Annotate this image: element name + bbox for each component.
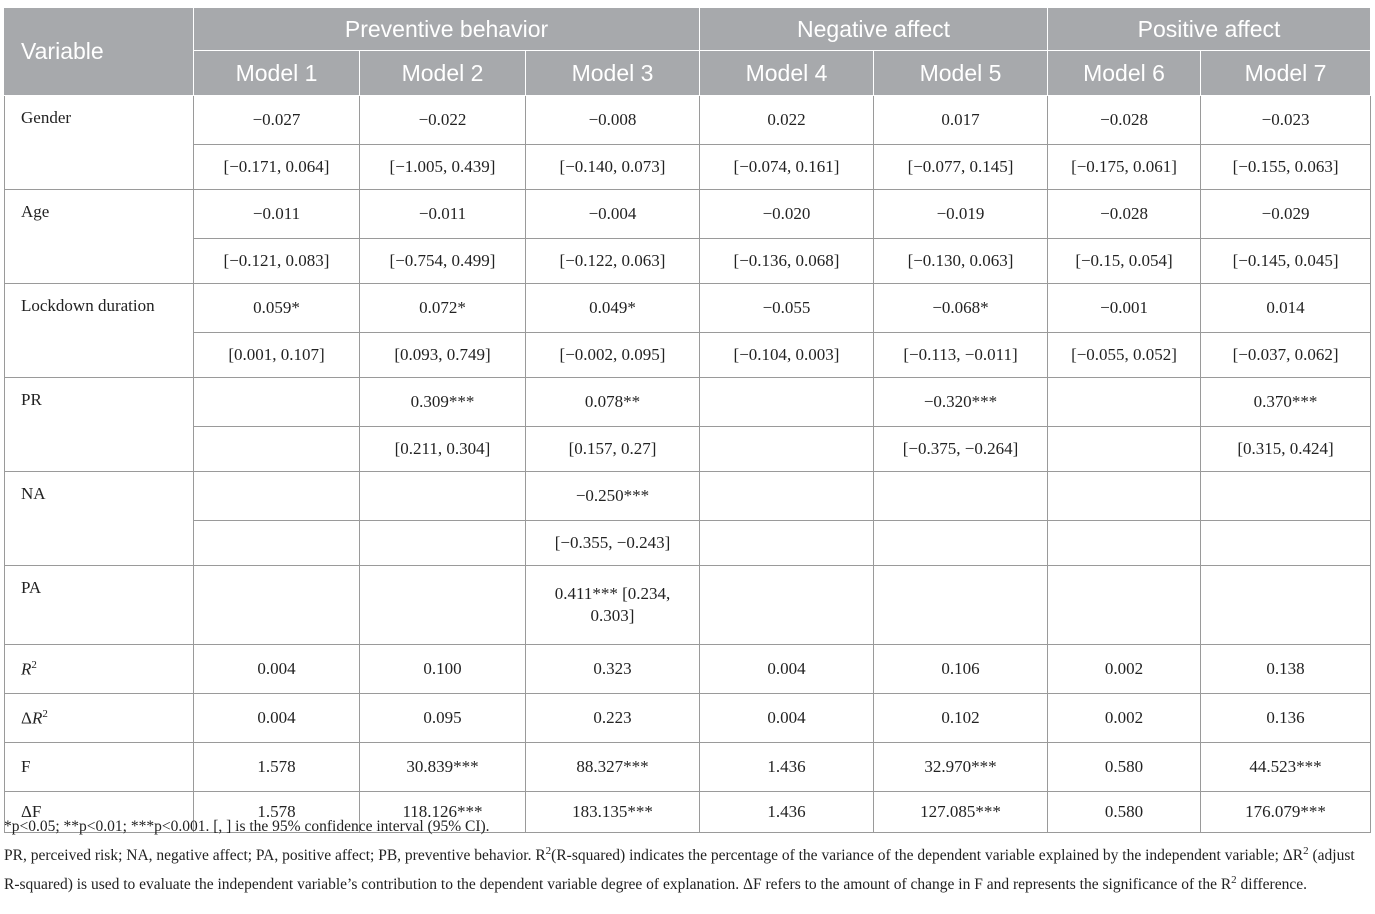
table-cell: [360, 521, 526, 566]
table-row-gender-ci: [5, 145, 1371, 190]
table-row-pr-estimate: [5, 378, 1371, 427]
table-cell: 0.004: [194, 694, 360, 743]
model-header: Model 3: [526, 51, 700, 96]
table-cell: 0.323: [526, 645, 700, 694]
table-cell: 0.223: [526, 694, 700, 743]
table-row-na-ci: [5, 521, 1371, 566]
row-label-f: F: [5, 743, 194, 792]
table-cell: [360, 566, 526, 645]
row-label-r2: $R^2$: [5, 645, 194, 694]
table-cell: [700, 521, 874, 566]
table-cell: 0.095: [360, 694, 526, 743]
table-cell: 0.049*: [526, 284, 700, 333]
table-cell: 0.309***: [360, 378, 526, 427]
table-cell: [−0.136, 0.068]: [700, 239, 874, 284]
model-header: Model 2: [360, 51, 526, 96]
table-cell: [194, 566, 360, 645]
table-cell: −0.022: [360, 96, 526, 145]
table-cell: [360, 472, 526, 521]
table-cell: [1048, 472, 1201, 521]
table-cell: −0.001: [1048, 284, 1201, 333]
table-cell: 0.004: [700, 645, 874, 694]
table-row-f: [5, 743, 1371, 792]
table-cell: [874, 521, 1048, 566]
model-header: Model 1: [194, 51, 360, 96]
row-label-pr: PR: [5, 378, 194, 472]
table-cell: −0.008: [526, 96, 700, 145]
header-row-models: [5, 51, 1371, 96]
table-row-pr-ci: [5, 427, 1371, 472]
table-cell: −0.011: [360, 190, 526, 239]
table-cell: [−0.122, 0.063]: [526, 239, 700, 284]
table-row-na-estimate: [5, 472, 1371, 521]
model-header: Model 6: [1048, 51, 1201, 96]
table-cell: 0.136: [1201, 694, 1371, 743]
table-cell: 0.106: [874, 645, 1048, 694]
table-cell: [−0.171, 0.064]: [194, 145, 360, 190]
table-cell: 0.138: [1201, 645, 1371, 694]
table-cell: [194, 427, 360, 472]
table-cell: [1048, 427, 1201, 472]
table-cell: 1.578: [194, 743, 360, 792]
table-cell: −0.028: [1048, 96, 1201, 145]
table-cell: −0.023: [1201, 96, 1371, 145]
row-label-lockdown: Lockdown duration: [5, 284, 194, 378]
model-header: Model 4: [700, 51, 874, 96]
table-cell: 0.100: [360, 645, 526, 694]
table-cell: 118.126***: [360, 792, 526, 833]
table-cell: [700, 566, 874, 645]
table-row-lockdown-estimate: [5, 284, 1371, 333]
table-cell: [−0.155, 0.063]: [1201, 145, 1371, 190]
table-cell: [194, 472, 360, 521]
table-cell: [−0.145, 0.045]: [1201, 239, 1371, 284]
regression-table-container: [4, 7, 1370, 833]
table-cell: 0.370***: [1201, 378, 1371, 427]
table-cell: 0.004: [194, 645, 360, 694]
table-cell: 88.327***: [526, 743, 700, 792]
table-cell: 0.072*: [360, 284, 526, 333]
table-cell: 0.014: [1201, 284, 1371, 333]
table-cell: 0.102: [874, 694, 1048, 743]
pa-estimate-ci: 0.411*** [0.234, 0.303]: [554, 584, 671, 625]
row-label-delta-f: ΔF: [5, 792, 194, 833]
table-cell: [−0.074, 0.161]: [700, 145, 874, 190]
table-cell: [0.157, 0.27]: [526, 427, 700, 472]
table-cell: [0.211, 0.304]: [360, 427, 526, 472]
variable-header: Variable: [5, 8, 194, 96]
table-cell: [526, 566, 700, 645]
table-row-delta-r2: [5, 694, 1371, 743]
table-cell: [−0.754, 0.499]: [360, 239, 526, 284]
table-cell: −0.055: [700, 284, 874, 333]
table-cell: −0.011: [194, 190, 360, 239]
table-cell: [0.093, 0.749]: [360, 333, 526, 378]
table-cell: [700, 427, 874, 472]
table-cell: 0.580: [1048, 743, 1201, 792]
table-cell: [700, 378, 874, 427]
header-row-groups: [5, 8, 1371, 51]
table-cell: [−0.375, −0.264]: [874, 427, 1048, 472]
table-row-age-estimate: [5, 190, 1371, 239]
row-label-gender: Gender: [5, 96, 194, 190]
table-cell: [−0.055, 0.052]: [1048, 333, 1201, 378]
table-cell: [−0.037, 0.062]: [1201, 333, 1371, 378]
table-cell: 32.970***: [874, 743, 1048, 792]
table-cell: [−0.130, 0.063]: [874, 239, 1048, 284]
table-cell: 176.079***: [1201, 792, 1371, 833]
table-row-pa: [5, 566, 1371, 645]
table-cell: −0.250***: [526, 472, 700, 521]
table-cell: 0.002: [1048, 694, 1201, 743]
table-cell: 0.580: [1048, 792, 1201, 833]
row-label-delta-r2: $\Delta R^2$: [5, 694, 194, 743]
table-cell: 44.523***: [1201, 743, 1371, 792]
model-header: Model 5: [874, 51, 1048, 96]
table-cell: [700, 472, 874, 521]
table-row-r2: [5, 645, 1371, 694]
table-cell: [−0.121, 0.083]: [194, 239, 360, 284]
table-row-age-ci: [5, 239, 1371, 284]
table-cell: 0.002: [1048, 645, 1201, 694]
table-cell: [1048, 566, 1201, 645]
row-label-pa: PA: [5, 566, 194, 645]
footnote-abbreviations: PR, perceived risk; NA, negative affect; PA, positive affect; PB, preventive behavior. $R^2(R-squared)$ indicates the percentage of the variance of the dependent variable explained by the independent variable; $\Delta R^2$ (adjust R-squared) is used to evaluate the independent variable’s contribution to the dependent variable degree of explanation. ΔF refers to the amount of change in F and represents the significance of the $R^2$ difference.: [4, 845, 1355, 894]
table-cell: [−0.140, 0.073]: [526, 145, 700, 190]
row-label-age: Age: [5, 190, 194, 284]
group-header-negative: Negative affect: [700, 8, 1048, 51]
table-row-lockdown-ci: [5, 333, 1371, 378]
table-cell: 1.436: [700, 743, 874, 792]
group-header-preventive: Preventive behavior: [194, 8, 700, 51]
table-cell: 1.578: [194, 792, 360, 833]
table-cell: −0.068*: [874, 284, 1048, 333]
table-cell: 1.436: [700, 792, 874, 833]
table-cell: −0.019: [874, 190, 1048, 239]
table-cell: 183.135***: [526, 792, 700, 833]
table-cell: [−0.355, −0.243]: [526, 521, 700, 566]
table-cell: [−0.002, 0.095]: [526, 333, 700, 378]
table-cell: −0.020: [700, 190, 874, 239]
table-cell: 0.004: [700, 694, 874, 743]
table-footnotes: [4, 815, 1370, 897]
table-row-gender-estimate: [5, 96, 1371, 145]
table-cell: [1201, 521, 1371, 566]
table-cell: 0.059*: [194, 284, 360, 333]
table-cell: −0.320***: [874, 378, 1048, 427]
table-cell: [1048, 378, 1201, 427]
table-cell: [−0.15, 0.054]: [1048, 239, 1201, 284]
table-cell: [−0.104, 0.003]: [700, 333, 874, 378]
table-cell: [−0.077, 0.145]: [874, 145, 1048, 190]
table-cell: [1201, 566, 1371, 645]
table-cell: [874, 566, 1048, 645]
table-cell: −0.029: [1201, 190, 1371, 239]
table-cell: 0.078**: [526, 378, 700, 427]
table-cell: [1201, 472, 1371, 521]
table-cell: [−1.005, 0.439]: [360, 145, 526, 190]
table-cell: [1048, 521, 1201, 566]
table-cell: 0.022: [700, 96, 874, 145]
table-cell: −0.004: [526, 190, 700, 239]
table-cell: [−0.113, −0.011]: [874, 333, 1048, 378]
group-header-positive: Positive affect: [1048, 8, 1371, 51]
table-cell: [874, 472, 1048, 521]
table-cell: 30.839***: [360, 743, 526, 792]
table-cell: 0.017: [874, 96, 1048, 145]
table-cell: [−0.175, 0.061]: [1048, 145, 1201, 190]
row-label-na: NA: [5, 472, 194, 566]
table-cell: 127.085***: [874, 792, 1048, 833]
table-cell: [194, 521, 360, 566]
model-header: Model 7: [1201, 51, 1371, 96]
regression-table: [4, 7, 1371, 833]
table-cell: −0.028: [1048, 190, 1201, 239]
table-cell: [0.001, 0.107]: [194, 333, 360, 378]
table-cell: [194, 378, 360, 427]
table-cell: [0.315, 0.424]: [1201, 427, 1371, 472]
footnote-significance: *p<0.05; **p<0.01; ***p<0.001. [, ] is the 95% confidence interval (95% CI).: [4, 818, 490, 835]
table-cell: −0.027: [194, 96, 360, 145]
